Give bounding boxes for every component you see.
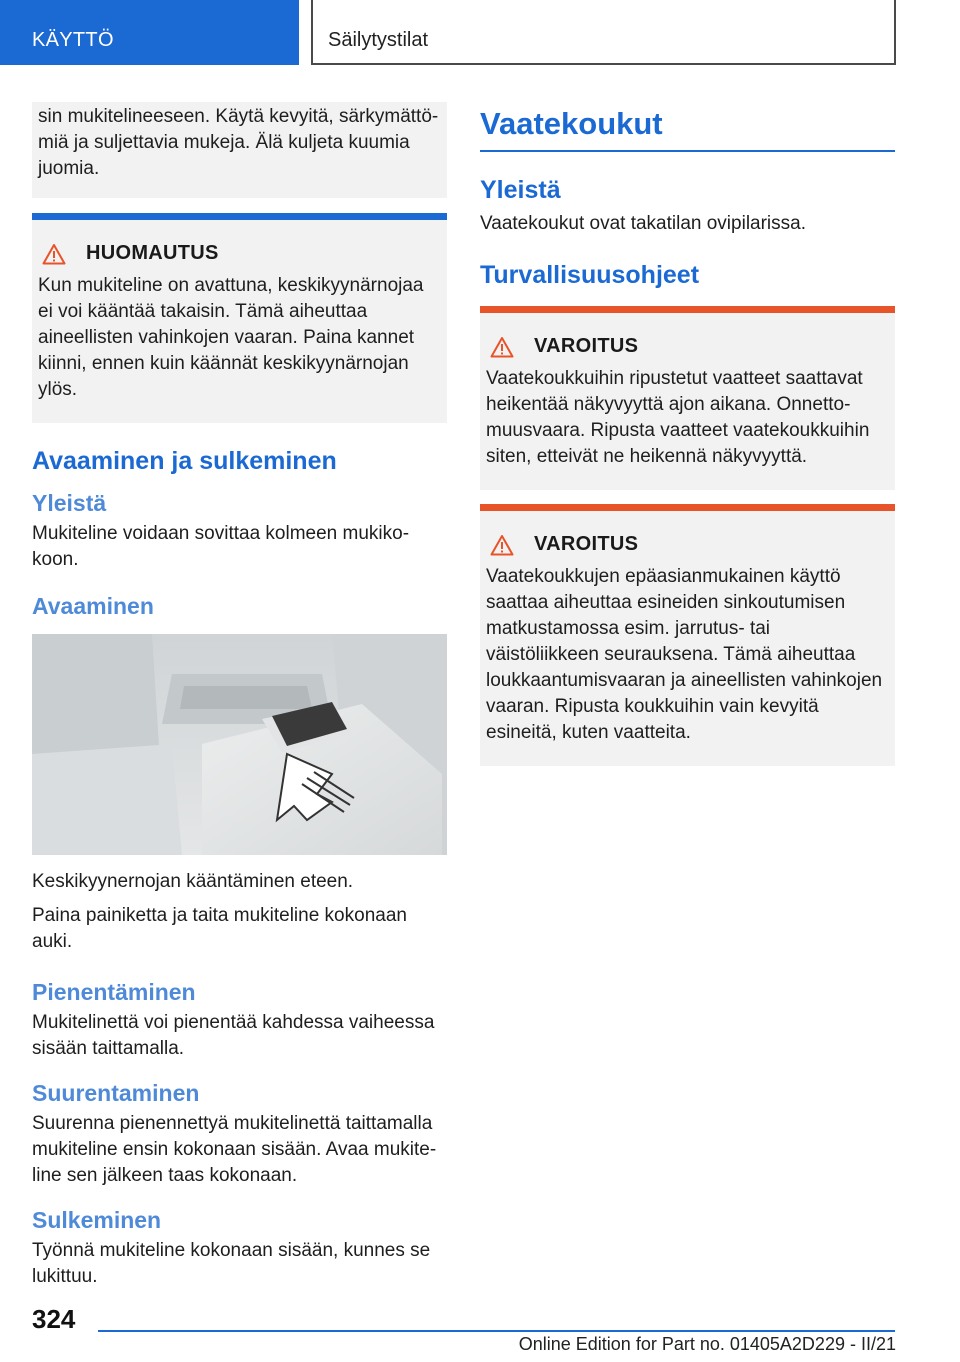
section-tab xyxy=(0,0,299,65)
notice-text: Kun mukiteline on avattuna, keskikyynärnojaa ei voi kääntää takaisin. Tämä aiheuttaa aineellisten vahinkojen vaaran. Paina kannet kiinni, ennen kuin käännät keskikyynärnojan ylös. xyxy=(38,275,424,400)
chapter-label: Säilytystilat xyxy=(328,29,429,51)
warning-bar xyxy=(480,306,895,313)
page-heading: Vaatekoukut xyxy=(480,106,663,141)
close-text: Työnnä mukiteline kokonaan sisään, kunnes se lukittuu. xyxy=(32,1240,431,1287)
general-text: Mukiteline voidaan sovittaa kolmeen mukikokoon. xyxy=(32,523,410,570)
warning-box-1 xyxy=(480,306,895,490)
continued-box xyxy=(32,102,447,198)
right-column xyxy=(480,102,895,766)
shrink-text: Mukitelinettä voi pienentää kahdessa vaiheessa sisään taittamalla. xyxy=(32,1012,435,1059)
general-heading: Yleistä xyxy=(32,490,107,516)
armrest-photo xyxy=(32,634,447,855)
warning-triangle-icon xyxy=(490,534,514,556)
enlarge-heading: Suurentaminen xyxy=(32,1080,200,1106)
safety-heading: Turvallisuusohjeet xyxy=(480,261,700,289)
opening-heading: Avaaminen xyxy=(32,593,154,619)
general-heading-right: Yleistä xyxy=(480,176,561,204)
continued-text: sin mukitelineeseen. Käytä kevyitä, särkymättömiä ja suljettavia mukeja. Älä kuljeta kuumia juomia. xyxy=(38,106,439,179)
instruction-text: Paina painiketta ja taita mukiteline kokonaan auki. xyxy=(32,905,407,952)
shrink-heading: Pienentäminen xyxy=(32,979,196,1005)
warning-triangle-icon xyxy=(42,243,66,265)
section-heading: Avaaminen ja sulkeminen xyxy=(32,447,337,475)
warning-triangle-icon xyxy=(490,336,514,358)
page-number: 324 xyxy=(32,1304,76,1334)
warning-title: VAROITUS xyxy=(534,533,639,555)
section-label: KÄYTTÖ xyxy=(32,29,114,51)
left-column xyxy=(32,102,447,1290)
general-text-right: Vaatekoukut ovat takatilan ovipilarissa. xyxy=(480,213,806,234)
close-heading: Sulkeminen xyxy=(32,1207,162,1233)
enlarge-text: Suurenna pienennettyä mukitelinettä taittamalla mukiteline ensin kokonaan sisään. Avaa mukiteline sen jälkeen taas kokonaan. xyxy=(32,1113,437,1186)
chapter-tab xyxy=(311,0,896,65)
warning-box-2 xyxy=(480,504,895,766)
warning-title: VAROITUS xyxy=(534,335,639,357)
notice-bar xyxy=(32,213,447,220)
photo-caption: Keskikyynernojan kääntäminen eteen. xyxy=(32,871,354,892)
edition-text: Online Edition for Part no. 01405A2D229 - II/21 xyxy=(518,1334,896,1354)
warning-text: Vaatekoukkujen epäasianmukainen käyttö saattaa aiheuttaa esineiden sinkoutumisen matkustamossa esim. jarrutus- tai väistöliikkeen seurauksena. Tämä aiheuttaa loukkaantumisvaaran ja aineellisten vahinkojen vaaran. Ripusta koukkuihin vain kevyitä esineitä, kuten vaatteita. xyxy=(486,566,883,743)
heading-rule xyxy=(480,150,895,152)
footer-rule xyxy=(98,1330,895,1332)
notice-box xyxy=(32,213,447,423)
warning-bar xyxy=(480,504,895,511)
notice-title: HUOMAUTUS xyxy=(86,242,219,264)
warning-text: Vaatekoukkuihin ripustetut vaatteet saattavat heikentää näkyvyyttä ajon aikana. Onnettomuusvaara. Ripusta vaatteet vaatekoukkuihin siten, etteivät ne heikennä näkyvyyttä. xyxy=(486,368,870,467)
